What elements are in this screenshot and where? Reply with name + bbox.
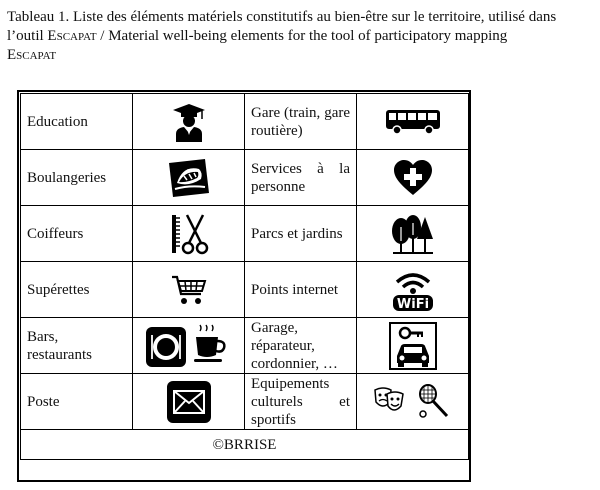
caption-line-2-prefix: l’outil	[7, 28, 48, 44]
row-label-education: Education	[21, 94, 133, 150]
copyright-notice: ©BRRISE	[21, 430, 469, 460]
table-caption	[7, 8, 593, 65]
car-key-icon	[389, 322, 437, 370]
table-row	[21, 262, 469, 318]
row-label-equipements: Equipements culturels et sportifs	[245, 374, 357, 430]
table-row	[21, 94, 469, 150]
shopping-cart-icon	[171, 274, 207, 306]
row-label-superettes: Supérettes	[21, 262, 133, 318]
caption-line-1: Tableau 1. Liste des éléments matériels constitutifs au bien-être sur le territoire, utilisé dans	[7, 9, 557, 25]
table-row	[21, 318, 469, 374]
row-label-boulangeries: Boulangeries	[21, 150, 133, 206]
graduate-icon	[172, 102, 206, 142]
trees-icon	[391, 213, 435, 255]
row-label-garage: Garage, réparateur, cordonnier, …	[245, 318, 357, 374]
table-footer-row	[21, 430, 469, 460]
row-label-parcs: Parcs et jardins	[245, 206, 357, 262]
caption-escapat-1: Escapat	[47, 28, 97, 44]
row-label-internet: Points internet	[245, 262, 357, 318]
caption-line-2-suffix: / Material well-being elements for the tool of participatory mapping	[96, 28, 508, 44]
wellbeing-elements-table	[20, 93, 469, 460]
row-label-coiffeurs: Coiffeurs	[21, 206, 133, 262]
table-row	[21, 150, 469, 206]
envelope-icon	[165, 379, 213, 425]
caption-line-3: Escapat	[7, 47, 57, 63]
table-row	[21, 374, 469, 430]
bread-icon	[167, 157, 211, 199]
masks-racket-icon	[373, 384, 453, 420]
table-row	[21, 206, 469, 262]
plate-coffee-icon	[144, 323, 234, 369]
row-label-services: Services à la personne	[245, 150, 357, 206]
bus-icon	[385, 109, 441, 135]
row-label-gare: Gare (train, gare routière)	[245, 94, 357, 150]
comb-scissors-icon	[169, 213, 209, 255]
svg-text:WiFi: WiFi	[396, 296, 429, 312]
row-label-bars: Bars, restaurants	[21, 318, 133, 374]
row-label-poste: Poste	[21, 374, 133, 430]
wifi-icon	[391, 268, 435, 312]
heart-cross-icon	[393, 159, 433, 197]
